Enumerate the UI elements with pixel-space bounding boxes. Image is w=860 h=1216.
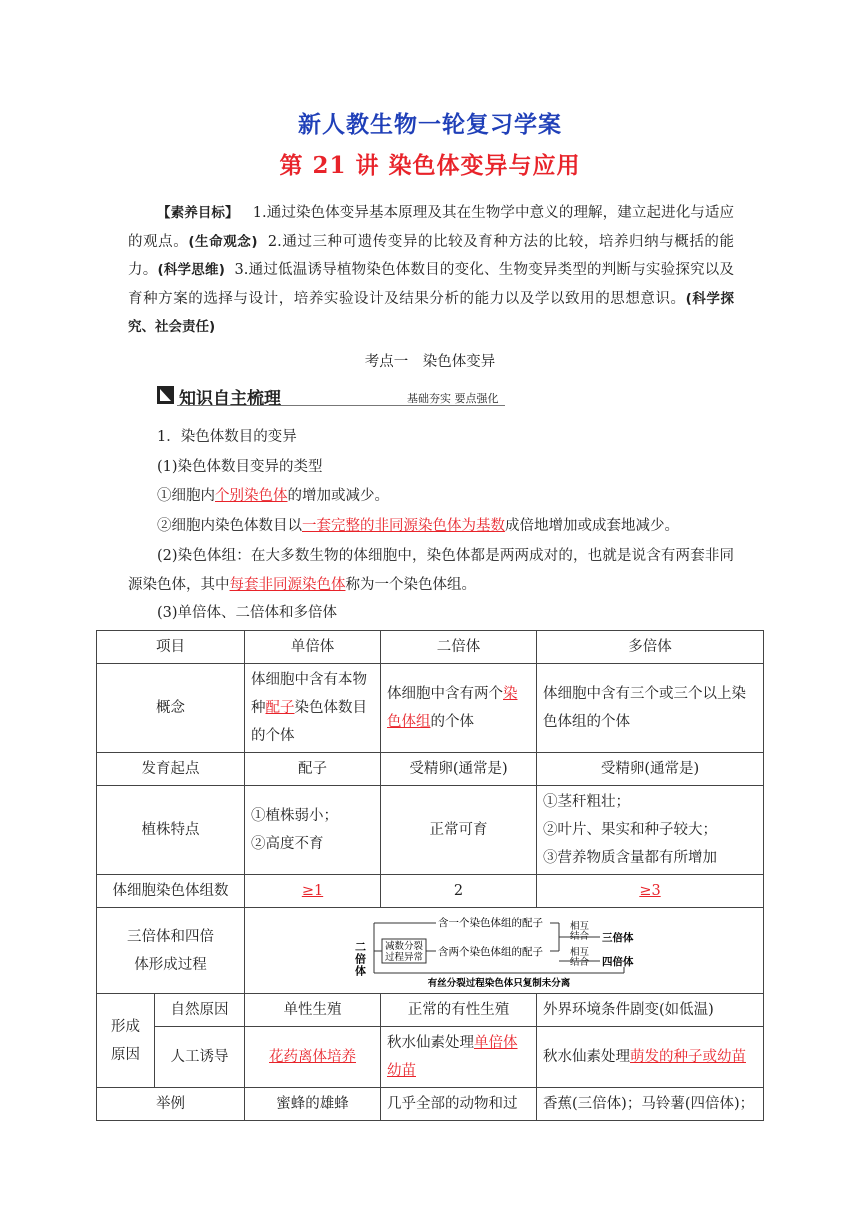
table-row — [97, 786, 764, 875]
plant-diploid: 正常可育 — [381, 786, 537, 875]
item-1-post: 的增加或减少。 — [287, 488, 389, 504]
artificial-diploid: 秋水仙素处理单倍体幼苗 — [381, 1027, 537, 1088]
example-haploid: 蜜蜂的雄蜂 — [245, 1088, 381, 1121]
sets-polyploid: ≥3 — [537, 875, 764, 908]
banner-subtitle: 基础夯实 要点强化 — [407, 392, 499, 405]
chromosome-set-paragraph — [128, 542, 734, 599]
row-label-plant: 植株特点 — [97, 786, 245, 875]
objective-2-tag: (科学思维) — [157, 262, 225, 278]
header-haploid: 单倍体 — [245, 631, 381, 664]
table-row — [97, 631, 764, 664]
row-label-process: 三倍体和四倍 体形成过程 — [97, 908, 245, 994]
item-1-pre: ①细胞内 — [157, 488, 215, 504]
objective-2: 2.通过三种可遗传变异的比较及育种方法的比较，培养归纳与概括的能力。 — [128, 233, 735, 278]
section-title: 考点一 染色体变异 — [364, 354, 496, 370]
merge-1-label-b: 结合 — [570, 930, 590, 942]
header-diploid: 二倍体 — [381, 631, 537, 664]
header-polyploid: 多倍体 — [537, 631, 764, 664]
item-1-answer: 个别染色体 — [215, 488, 288, 504]
origin-polyploid: 受精卵(通常是) — [537, 753, 764, 786]
row-label-sets: 体细胞染色体组数 — [97, 875, 245, 908]
objective-3-tag: (科学探究、社会责任) — [128, 290, 735, 335]
row-label-artificial: 人工诱导 — [155, 1027, 245, 1088]
table-row — [97, 875, 764, 908]
ploidy-table — [96, 630, 764, 1121]
heading-chromosome-number: 1．染色体数目的变异 — [157, 429, 297, 445]
tetraploid-result: 四倍体 — [602, 955, 634, 968]
artificial-haploid: 花药离体培养 — [245, 1027, 381, 1088]
banner-underline — [177, 405, 505, 406]
origin-diploid: 受精卵(通常是) — [381, 753, 537, 786]
objectives-label: 【素养目标】 — [157, 205, 239, 221]
concept-haploid: 体细胞中含有本物种配子染色体数目的个体 — [245, 664, 381, 753]
one-set-gamete: 含一个染色体组的配子 — [438, 916, 543, 929]
set-def-post: 称为一个染色体组。 — [345, 576, 476, 593]
merge-1-label-a: 相互 — [570, 920, 590, 932]
table-row — [97, 908, 764, 994]
lesson-title: 第 21 讲 染色体变异与应用 — [279, 152, 581, 179]
table-row — [97, 1088, 764, 1121]
table-row — [97, 994, 764, 1027]
abnormal-label: 过程异常 — [384, 951, 424, 963]
natural-polyploid: 外界环境条件剧变(如低温) — [537, 994, 764, 1027]
two-set-gamete: 含两个染色体组的配子 — [438, 945, 543, 958]
table-row — [97, 664, 764, 753]
objective-3: 3.通过低温诱导植物染色体数目的变化、生物变异类型的判断与实验探究以及育种方案的选择与设计，培养实验设计及结果分析的能力以及学以致用的思想意识。 — [128, 262, 735, 307]
plant-polyploid: ①茎秆粗壮； ②叶片、果实和种子较大； ③营养物质含量都有所增加 — [537, 786, 764, 875]
knowledge-banner — [157, 384, 505, 408]
natural-diploid: 正常的有性生殖 — [381, 994, 537, 1027]
meiosis-label: 减数分裂 — [384, 940, 424, 952]
process-diagram-cell — [245, 908, 764, 994]
row-label-origin: 发育起点 — [97, 753, 245, 786]
item-set — [157, 514, 679, 535]
set-def-pre: (2)染色体组：在大多数生物的体细胞中，染色体都是两两成对的，也就是说含有两套非同源染色体，其中 — [128, 548, 734, 593]
set-def-answer: 每套非同源染色体 — [229, 576, 346, 593]
row-label-example: 举例 — [97, 1088, 245, 1121]
merge-2-label-a: 相互 — [570, 946, 590, 958]
header-item: 项目 — [97, 631, 245, 664]
merge-2-label-b: 结合 — [570, 956, 590, 968]
artificial-polyploid: 秋水仙素处理萌发的种子或幼苗 — [537, 1027, 764, 1088]
natural-haploid: 单性生殖 — [245, 994, 381, 1027]
item-2-answer: 一套完整的非同源染色体为基数 — [302, 518, 505, 534]
heading-ploidy: (3)单倍体、二倍体和多倍体 — [157, 605, 338, 621]
triploid-result: 三倍体 — [602, 931, 634, 944]
origin-haploid: 配子 — [245, 753, 381, 786]
concept-diploid: 体细胞中含有两个染色体组的个体 — [381, 664, 537, 753]
row-label-concept: 概念 — [97, 664, 245, 753]
banner-marker-icon — [157, 386, 174, 404]
banner-title: 知识自主梳理 — [179, 389, 281, 409]
sets-haploid: ≥1 — [245, 875, 381, 908]
doc-title: 新人教生物一轮复习学案 — [298, 111, 562, 138]
mitosis-note: 有丝分裂过程染色体只复制未分离 — [427, 977, 571, 989]
heading-variation-types: (1)染色体数目变异的类型 — [157, 459, 323, 475]
table-row — [97, 753, 764, 786]
row-label-natural: 自然原因 — [155, 994, 245, 1027]
objective-1: 1.通过染色体变异基本原理及其在生物学中意义的理解，建立起进化与适应的观点。 — [128, 205, 735, 250]
plant-haploid: ①植株弱小； ②高度不育 — [245, 786, 381, 875]
example-polyploid: 香蕉(三倍体)；马铃薯(四倍体)； — [537, 1088, 764, 1121]
item-2-pre: ②细胞内染色体数目以 — [157, 518, 302, 534]
row-label-cause: 形成 原因 — [97, 994, 155, 1088]
example-diploid: 几乎全部的动物和过 — [381, 1088, 537, 1121]
item-2-post: 成倍地增加或成套地减少。 — [505, 518, 679, 534]
sets-diploid: 2 — [381, 875, 537, 908]
item-individual — [157, 484, 389, 505]
objective-1-tag: (生命观念) — [188, 233, 258, 250]
objectives-paragraph — [128, 199, 734, 342]
polyploid-formation-diagram — [354, 913, 654, 989]
diploid-label: 二倍体 — [354, 940, 367, 977]
table-row — [97, 1027, 764, 1088]
concept-polyploid: 体细胞中含有三个或三个以上染色体组的个体 — [537, 664, 764, 753]
